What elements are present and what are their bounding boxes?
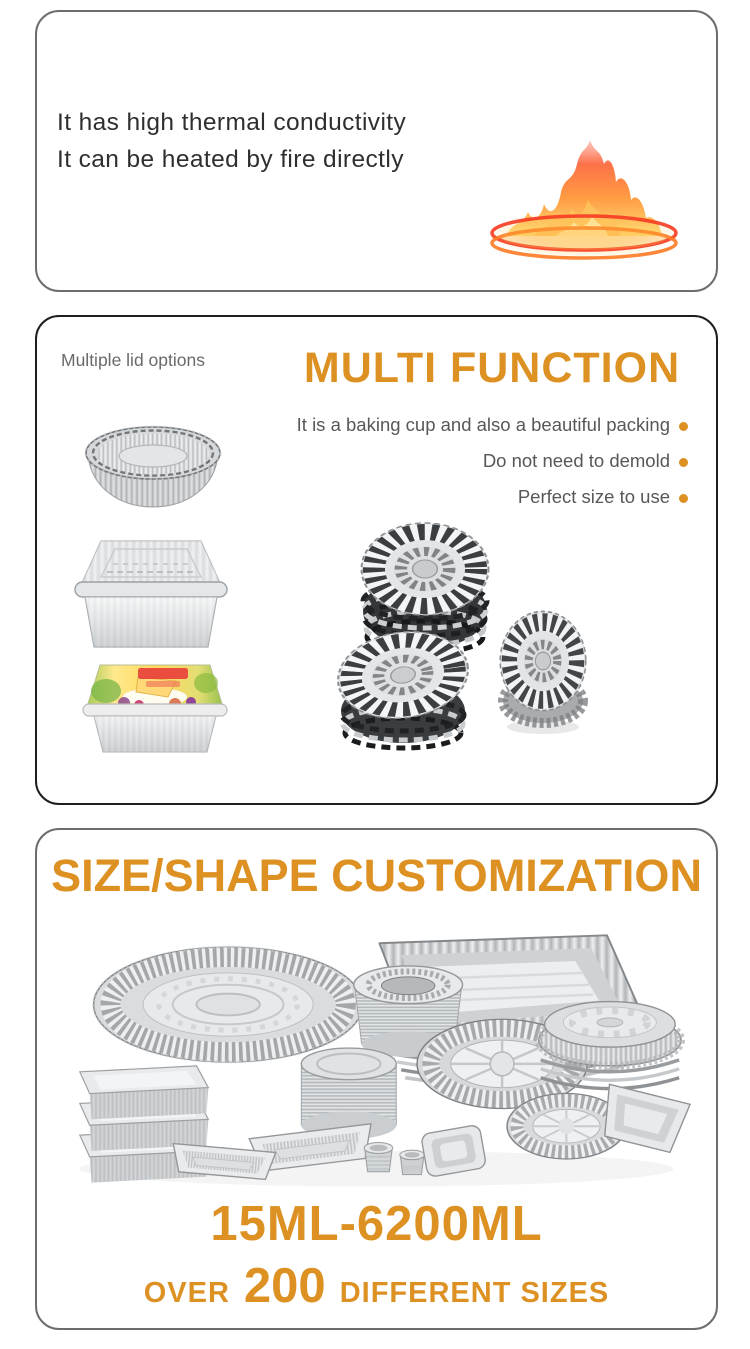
feature-bullet-text: It is a baking cup and also a beautiful packing (296, 414, 670, 435)
feature-bullet (297, 486, 688, 508)
thermal-line-1: It has high thermal conductivity (57, 109, 407, 136)
bullet-dot-icon (679, 458, 688, 467)
sizes-count: 200 (243, 1259, 326, 1313)
thermal-line-2: It can be heated by fire directly (57, 146, 404, 173)
small-square-container (421, 1124, 487, 1177)
bullet-dot-icon (679, 494, 688, 503)
feature-bullet-text: Do not need to demold (482, 450, 670, 471)
rect-foil-tray-image (67, 529, 235, 657)
customization-card (35, 828, 718, 1330)
sizes-count-line (37, 1258, 716, 1314)
fire-icon (478, 130, 690, 272)
feature-bullets (297, 414, 688, 522)
thermal-text (57, 104, 406, 178)
multi-function-card (35, 315, 718, 805)
bullet-dot-icon (679, 422, 688, 431)
feature-bullet (297, 414, 688, 436)
large-oval-pan (94, 947, 363, 1062)
fluted-cup-single-image (482, 597, 604, 739)
round-foil-bowl-icon (77, 403, 229, 513)
round-foil-bowl-image (77, 403, 229, 513)
fluted-cup-single-icon (482, 597, 604, 739)
printed-lid-container-icon (80, 657, 230, 757)
feature-bullet-text: Perfect size to use (517, 486, 670, 507)
fluted-cups-stack2-image (327, 623, 485, 751)
fluted-cups-stack2-icon (327, 623, 485, 751)
round-pan-with-lid (539, 1002, 681, 1089)
printed-lid-container-image (80, 657, 230, 757)
size-range-text: 15ML-6200ML (210, 1197, 543, 1251)
assorted-containers-icon (60, 912, 693, 1197)
rect-foil-tray-icon (67, 529, 235, 657)
thermal-conductivity-card (35, 10, 718, 292)
fire-image (478, 130, 690, 272)
multi-function-title: MULTI FUNCTION (303, 344, 681, 392)
round-lid-stack (301, 1048, 396, 1139)
customization-title: SIZE/SHAPE CUSTOMIZATION (51, 850, 702, 901)
assorted-containers-image (60, 912, 693, 1197)
feature-bullet (297, 450, 688, 472)
sizes-suffix: DIFFERENT SIZES (339, 1277, 610, 1309)
sizes-prefix: OVER (143, 1277, 230, 1309)
multiple-lid-options-label: Multiple lid options (61, 350, 205, 370)
